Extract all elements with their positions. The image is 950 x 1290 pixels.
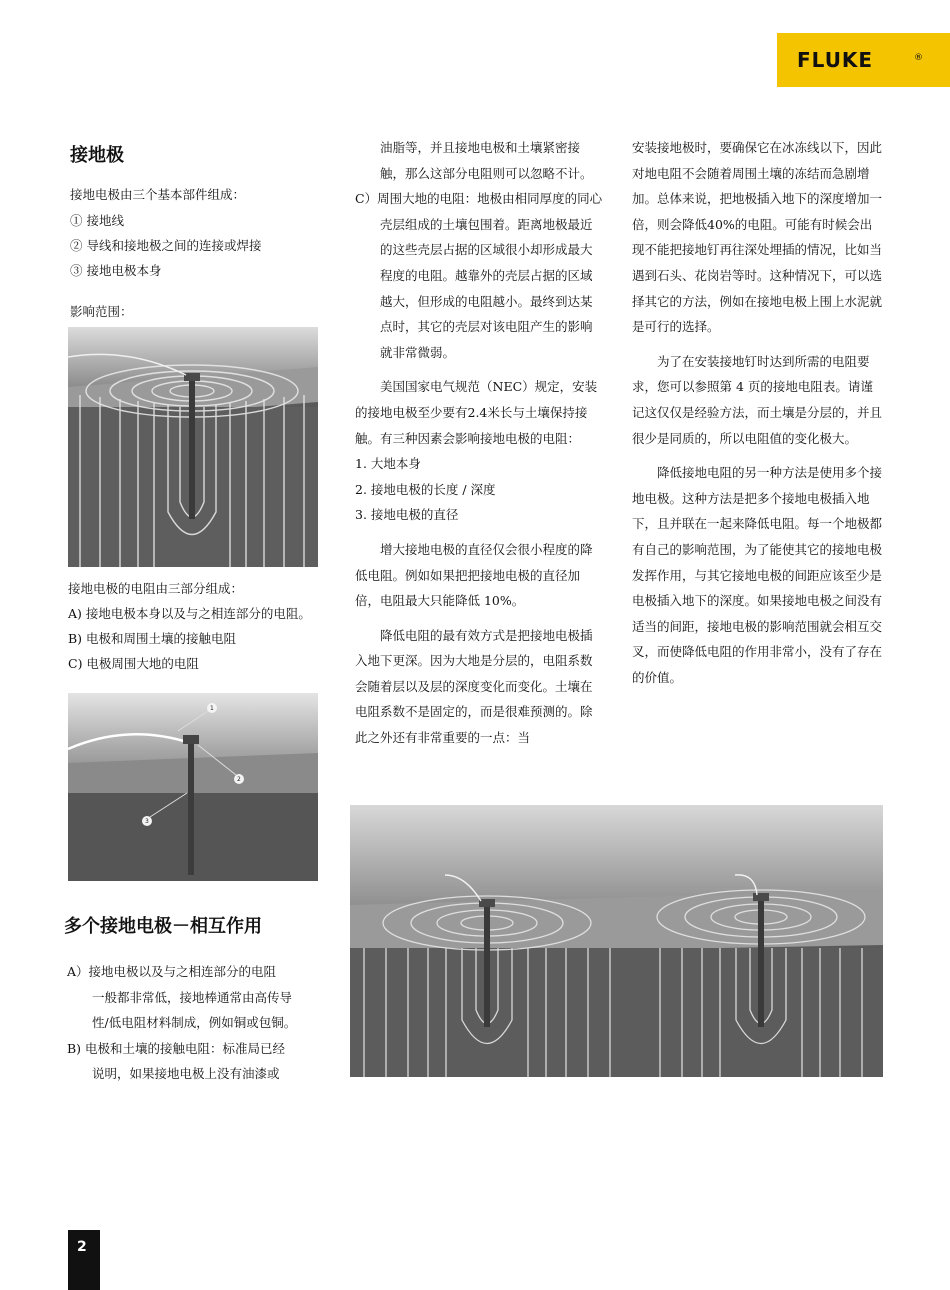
component-item: ③ 接地电极本身 xyxy=(70,263,162,278)
section2-a-line: 性/低电阻材料制成，例如铜或包铜。 xyxy=(92,1015,297,1030)
column-2 xyxy=(355,135,603,751)
logo-wordmark: FLUKE xyxy=(797,48,874,72)
continued-text: 油脂等，并且接地电极和土壤紧密接触，那么这部分电阻则可以忽略不计。 xyxy=(380,140,593,181)
callout-3: 3 xyxy=(145,818,149,825)
frost-line-paragraph: 安装接地极时，要确保它在冰冻线以下，因此对地电阻不会随着周围土壤的冻结而急剧增加。总体来说，把地极插入地下的深度增加一倍，则会降低40%的电阻。可能有时候会出现不能把接地钉再往深处埋插的情况，比如当遇到石头、花岗岩等时。这种情况下，可以选择其它的方法，例如在接地电极上围上水泥就是可行的选择。 xyxy=(632,140,883,335)
fluke-logo xyxy=(777,33,950,87)
section2-a-line: A）接地电极以及与之相连部分的电阻 xyxy=(67,964,277,979)
diameter-paragraph: 增大接地电极的直径仅会很小程度的降低电阻。例如如果把把接地电极的直径加倍，电阻最大只能降低 10%。 xyxy=(355,541,593,609)
figure-electrode-components xyxy=(68,693,318,881)
depth-paragraph: 降低电阻的最有效方式是把接地电极插入地下更深。因为大地是分层的，电阻系数会随着层以及层的深度变化而变化。土壤在电阻系数不是固定的，而是很难预测的。除此之外还有非常重要的一点：当 xyxy=(355,627,593,746)
column-3 xyxy=(632,135,882,690)
section2-a-line: 一般都非常低，接地棒通常由高传导 xyxy=(92,990,293,1005)
component-item: ② 导线和接地极之间的连接或焊接 xyxy=(70,238,262,253)
figure-two-electrodes xyxy=(350,805,883,1077)
section2-b-line: B) 电极和土壤的接触电阻：标准局已经 xyxy=(67,1041,286,1056)
components-intro: 接地电极由三个基本部件组成： xyxy=(70,187,246,202)
multiple-electrodes-paragraph: 降低接地电阻的另一种方法是使用多个接地电极。这种方法是把多个接地电极插入地下，且并联在一起来降低电阻。每一个地极都有自己的影响范围，为了能使其它的接地电极发挥作用，与其它接地电极的间距应该至少是电极插入地下的深度。如果接地电极之间没有适当的间距，接地电极的影响范围就会相互交叉，而使降低电阻的作用非常小，没有了存在的价值。 xyxy=(632,465,883,685)
section-title-multiple-electrodes: 多个接地电极－相互作用 xyxy=(64,916,262,937)
resistance-intro: 接地电极的电阻由三部分组成： xyxy=(68,581,244,596)
resistance-part: B) 电极和周围土壤的接触电阻 xyxy=(68,631,237,646)
factor-item: 3. 接地电极的直径 xyxy=(355,507,459,523)
nec-paragraph: 美国国家电气规范（NEC）规定，安装的接地电极至少要有2.4米长与土壤保持接触。有三种因素会影响接地电极的电阻： xyxy=(355,379,598,446)
callout-1: 1 xyxy=(210,705,214,712)
section2-b-line: 说明，如果接地电极上没有油漆或 xyxy=(92,1066,280,1081)
resistance-table-paragraph: 为了在安装接地钉时达到所需的电阻要求，您可以参照第 4 页的接地电阻表。请谨记这仅仅是经验方法，而土壤是分层的，并且很少是同质的，所以电阻值的变化极大。 xyxy=(632,353,883,446)
page-number: 2 xyxy=(77,1239,87,1255)
electrode-influence-illustration xyxy=(68,327,318,567)
influence-label: 影响范围： xyxy=(70,304,133,319)
earth-resistance-item: C）周围大地的电阻：地极由相同厚度的同心壳层组成的土壤包围着。距离地极最近的这些壳层占据的区域很小却形成最大程度的电阻。越靠外的壳层占据的区域越大，但形成的电阻越小。最终到达某点时，其它的壳层对该电阻产生的影响就非常微弱。 xyxy=(355,191,603,360)
two-electrodes-illustration xyxy=(350,805,883,1077)
electrode-components-illustration xyxy=(68,693,318,881)
page-number-box xyxy=(68,1230,100,1290)
callout-2: 2 xyxy=(237,776,241,783)
factor-item: 1. 大地本身 xyxy=(355,456,421,472)
figure-electrode-influence xyxy=(68,327,318,567)
logo-registered-mark: ® xyxy=(914,53,923,63)
section-title-ground-electrode: 接地极 xyxy=(70,145,124,166)
factor-item: 2. 接地电极的长度 / 深度 xyxy=(355,481,496,497)
resistance-part: A) 接地电极本身以及与之相连部分的电阻。 xyxy=(68,606,311,621)
resistance-part: C) 电极周围大地的电阻 xyxy=(68,656,199,671)
component-item: ① 接地线 xyxy=(70,213,124,228)
